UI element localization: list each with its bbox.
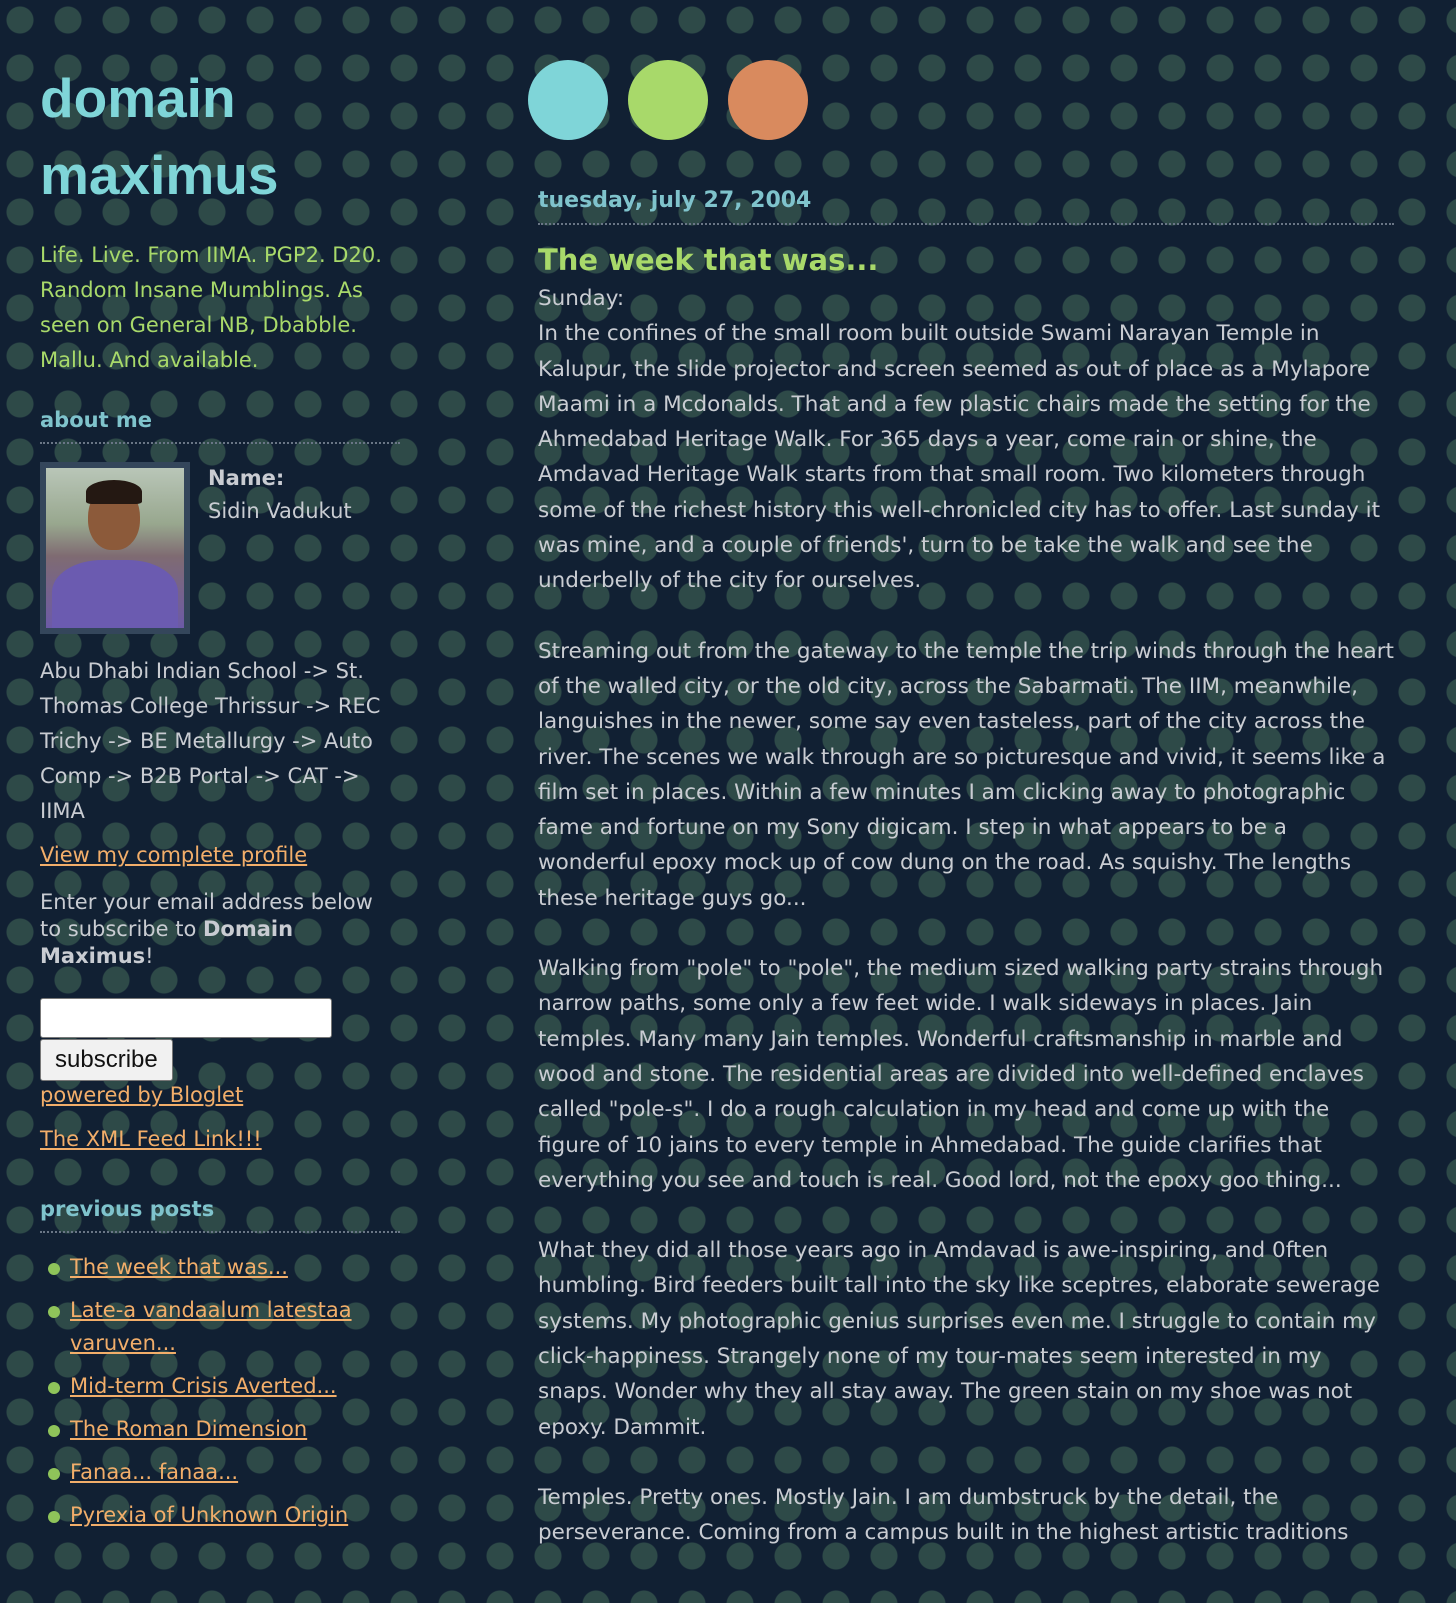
blog-title[interactable] bbox=[40, 60, 400, 214]
post-paragraph: What they did all those years ago in Amdavad is awe-inspiring, and 0ften humbling. Bird feeders built tall into the sky like sceptres, elaborate sewerage systems. My photographic genius surprises even me. I struggle to contain my click-happiness. Strangely none of my tour-mates seem interested in my snaps. Wonder why they all stay away. The green stain on my shoe was not epoxy. Dammit. bbox=[538, 1238, 1380, 1440]
list-item bbox=[40, 1456, 400, 1489]
list-item bbox=[40, 1413, 400, 1446]
blog-title-line2[interactable]: maximus bbox=[40, 144, 279, 206]
orange-dot-icon bbox=[728, 60, 808, 140]
profile-name-label: Name: bbox=[208, 466, 285, 490]
list-item bbox=[40, 1499, 400, 1532]
profile-name-value: Sidin Vadukut bbox=[208, 499, 352, 523]
xml-feed-link[interactable]: The XML Feed Link!!! bbox=[40, 1127, 262, 1151]
subscribe-text bbox=[40, 889, 400, 970]
header-dots bbox=[528, 60, 1394, 140]
post-paragraph: In the confines of the small room built outside Swami Narayan Temple in Kalupur, the slide projector and screen seemed as out of place as a Mylapore Maami in a Mcdonalds. That and a few plastic chairs made the setting for the Ahmedabad Heritage Walk. For 365 days a year, come rain or shine, the Amdavad Heritage Walk starts from that small room. Two kilometers through some of the richest history this well-chronicled city has to offer. Last sunday it was mine, and a couple of friends', turn to be take the walk and see the underbelly of the city for ourselves. bbox=[538, 321, 1381, 594]
post-lead: Sunday: bbox=[538, 286, 625, 311]
bullet-icon bbox=[48, 1382, 60, 1394]
about-me-heading: about me bbox=[40, 408, 400, 444]
post-paragraph: Walking from "pole" to "pole", the medium sized walking party strains through narrow paths, some only a few feet wide. I walk sideways in places. Jain temples. Many many Jain temples. Wonderful craftsmanship in marble and wood and stone. The residential areas are divided into well-defined enclaves called "pole-s". I do a rough calculation in my head and come up with the figure of 10 jains to every temple in Ahmedabad. The guide clarifies that everything you see and touch is real. Good lord, not the epoxy goo thing... bbox=[538, 956, 1384, 1193]
blog-tagline: Life. Live. From IIMA. PGP2. D20. Random Insane Mumblings. As seen on General NB, Dbabble. Mallu. And available. bbox=[40, 243, 382, 372]
blog-title-line1[interactable]: domain bbox=[40, 67, 236, 129]
previous-posts-heading: previous posts bbox=[40, 1197, 400, 1233]
bullet-icon bbox=[48, 1306, 60, 1318]
post-date: tuesday, july 27, 2004 bbox=[538, 188, 1394, 225]
profile-section bbox=[40, 462, 400, 634]
bullet-icon bbox=[48, 1511, 60, 1523]
profile-name bbox=[208, 462, 352, 528]
post-title: The week that was... bbox=[538, 243, 879, 277]
green-dot-icon bbox=[628, 60, 708, 140]
main-content bbox=[538, 60, 1394, 1586]
previous-post-link[interactable]: Mid-term Crisis Averted... bbox=[70, 1374, 337, 1398]
profile-bio: Abu Dhabi Indian School -> St. Thomas College Thrissur -> REC Trichy -> BE Metallurgy -> Auto Comp -> B2B Portal -> CAT -> IIMA bbox=[40, 659, 381, 823]
previous-post-link[interactable]: Pyrexia of Unknown Origin bbox=[70, 1503, 349, 1527]
avatar-frame bbox=[40, 462, 190, 634]
list-item bbox=[40, 1294, 400, 1360]
list-item bbox=[40, 1251, 400, 1284]
post-body bbox=[538, 281, 1394, 1551]
post-paragraph: Streaming out from the gateway to the temple the trip winds through the heart of the walled city, or the old city, across the Sabarmati. The IIM, meanwhile, languishes in the newer, some say even tasteless, part of the city across the river. The scenes we walk through are so picturesque and vivid, it seems like a film set in places. Within a few minutes I am clicking away to photographic fame and fortune on my Sony digicam. I step in what appears to be a wonderful epoxy mock up of cow dung on the road. As squishy. The lengths these heritage guys go... bbox=[538, 638, 1394, 911]
cyan-dot-icon bbox=[528, 60, 608, 140]
post-paragraph: Temples. Pretty ones. Mostly Jain. I am dumbstruck by the detail, the perseverance. Coming from a campus built in the highest artistic traditions bbox=[538, 1484, 1349, 1546]
view-profile-link[interactable]: View my complete profile bbox=[40, 843, 308, 867]
sidebar bbox=[40, 60, 400, 1542]
previous-post-link[interactable]: Fanaa... fanaa... bbox=[70, 1460, 239, 1484]
previous-posts-list bbox=[40, 1251, 400, 1532]
powered-by-bloglet-link[interactable]: powered by Bloglet bbox=[40, 1083, 244, 1107]
subscribe-text-after: ! bbox=[145, 944, 154, 968]
bullet-icon bbox=[48, 1468, 60, 1480]
bullet-icon bbox=[48, 1263, 60, 1275]
subscribe-button[interactable]: subscribe bbox=[40, 1039, 173, 1081]
subscribe-text-before: Enter your email address below to subscribe to bbox=[40, 890, 373, 941]
previous-post-link[interactable]: The week that was... bbox=[70, 1255, 288, 1279]
previous-post-link[interactable]: The Roman Dimension bbox=[70, 1417, 308, 1441]
avatar bbox=[46, 468, 184, 628]
subscribe-blog-name: Domain Maximus bbox=[40, 917, 294, 968]
previous-post-link[interactable]: Late-a vandaalum latestaa varuven... bbox=[70, 1298, 352, 1355]
email-field[interactable] bbox=[40, 998, 332, 1038]
bullet-icon bbox=[48, 1425, 60, 1437]
list-item bbox=[40, 1370, 400, 1403]
